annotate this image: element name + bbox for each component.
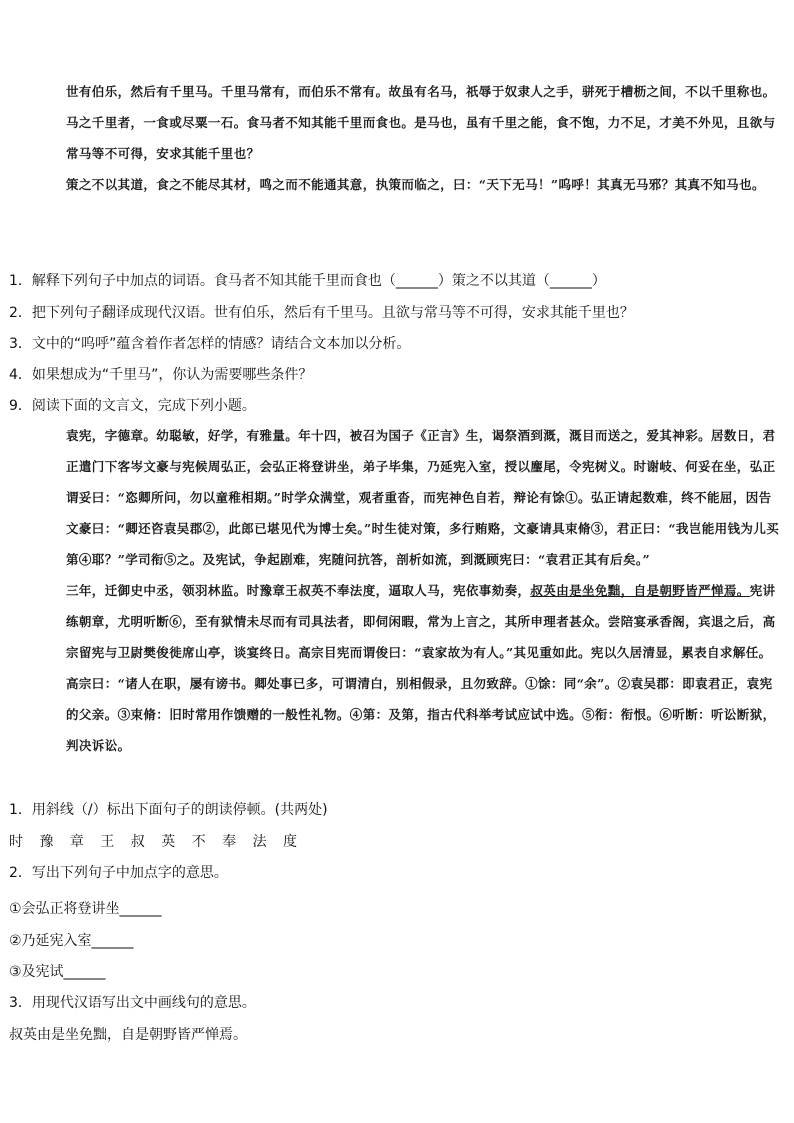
passage1-paragraph-1 xyxy=(66,76,784,107)
question-1-4: 4．如果想成为“千里马”，你认为需要哪些条件？ xyxy=(9,367,313,383)
passage1-paragraph-2-text: 马之千里者，一食或尽粟一石。食马者不知其能千里而食也。是马也，虽有千里之能，食不饱，力不足，才美不外见，且欲与常马等不可得，安求其能千里也？ xyxy=(66,115,776,161)
question-2-2-item-1: ①会弘正将登讲坐______ xyxy=(9,901,162,917)
classical-passage-1 xyxy=(66,76,784,200)
question-1-3: 3．文中的“呜呼”蕴含着作者怎样的情感？请结合文本加以分析。 xyxy=(9,336,411,352)
passage1-paragraph-3 xyxy=(66,169,784,200)
passage2-paragraph-1 xyxy=(66,420,784,575)
question-2-3: 3．用现代汉语写出文中画线句的意思。 xyxy=(9,995,256,1011)
question-2-3-sentence: 叔英由是坐免黜，自是朝野皆严惮焉。 xyxy=(9,1027,247,1043)
passage1-paragraph-2 xyxy=(66,107,784,169)
underlined-sentence: 叔英由是坐免黜，自是朝野皆严惮焉。 xyxy=(530,583,750,598)
question-2-2-item-2: ②乃延宪入室______ xyxy=(9,933,134,949)
question-1-1: 1．解释下列句子中加点的词语。食马者不知其能千里而食也（______）策之不以其道（______） xyxy=(9,273,606,289)
question-9-heading: 9．阅读下面的文言文，完成下列小题。 xyxy=(9,398,256,414)
passage1-paragraph-1-text: 世有伯乐，然后有千里马。千里马常有，而伯乐不常有。故虽有名马，祇辱于奴隶人之手，骈死于槽枥之间，不以千里称也。 xyxy=(66,84,776,99)
question-2-2: 2．写出下列句子中加点字的意思。 xyxy=(9,865,228,881)
question-2-1-sentence: 时 豫 章 王 叔 英 不 奉 法 度 xyxy=(9,834,304,850)
question-2-1: 1．用斜线（/）标出下面句子的朗读停顿。(共两处) xyxy=(9,802,328,818)
classical-passage-2 xyxy=(66,420,784,761)
question-2-2-item-3: ③及宪试______ xyxy=(9,964,106,980)
passage2-paragraph-1-text: 袁宪，字德章。幼聪敏，好学，有雅量。年十四，被召为国子《正言》生，谒祭酒到溉，溉目而送之，爱其神彩。居数日，君正遣门下客岑文豪与宪候周弘正，会弘正将登讲坐，弟子毕集，乃延宪入室，授以麈尾，令宪树义。时谢岐、何妥在坐，弘正谓妥曰：“恣卿所问，勿以童稚相期。”时学众满堂，观者重沓，而宪神色自若，辩论有馀①。弘正请起数难，终不能屈，因告文豪曰：“卿还咨袁吴郡②，此郎已堪见代为博士矣。”时生徒对策，多行贿赂，文豪请具束脩③，君正曰：“我岂能用钱为儿买第④耶？”学司衔⑤之。及宪试，争起剧难，宪随问抗答，剖析如流，到溉顾宪曰：“袁君正其有后矣。” xyxy=(66,428,780,567)
passage1-paragraph-3-text: 策之不以其道，食之不能尽其材，鸣之而不能通其意，执策而临之，曰：“天下无马！”呜呼！其真无马邪？其真不知马也。 xyxy=(66,177,765,192)
question-1-2: 2．把下列句子翻译成现代汉语。世有伯乐，然后有千里马。且欲与常马等不可得，安求其能千里也？ xyxy=(9,305,634,321)
passage2-paragraph-2-text-b: 宪讲练朝章，尤明听断⑥，至有狱情未尽而有司具法者，即伺闲暇，常为上言之，其所申理者甚众。尝陪宴承香阁，宾退之后，高宗留宪与卫尉樊俊徙席山亭，谈宴终日。高宗目宪而谓俊曰：“袁家故为有人。”其见重如此。宪以久居清显，累表自求解任。高宗曰：“诸人在职，屡有谤书。卿处事已多，可谓清白，别相假录，且勿致辞。①馀：同“余”。②袁吴郡：即袁君正，袁宪的父亲。③束脩：旧时常用作馈赠的一般性礼物。④第：及第，指古代科举考试应试中选。⑤衔：衔恨。⑥听断：听讼断狱，判决诉讼。 xyxy=(66,583,776,753)
passage2-paragraph-2 xyxy=(66,575,784,761)
passage2-paragraph-2-text-a: 三年，迁御史中丞，领羽林监。时豫章王叔英不奉法度，逼取人马，宪依事劾奏， xyxy=(66,583,531,598)
